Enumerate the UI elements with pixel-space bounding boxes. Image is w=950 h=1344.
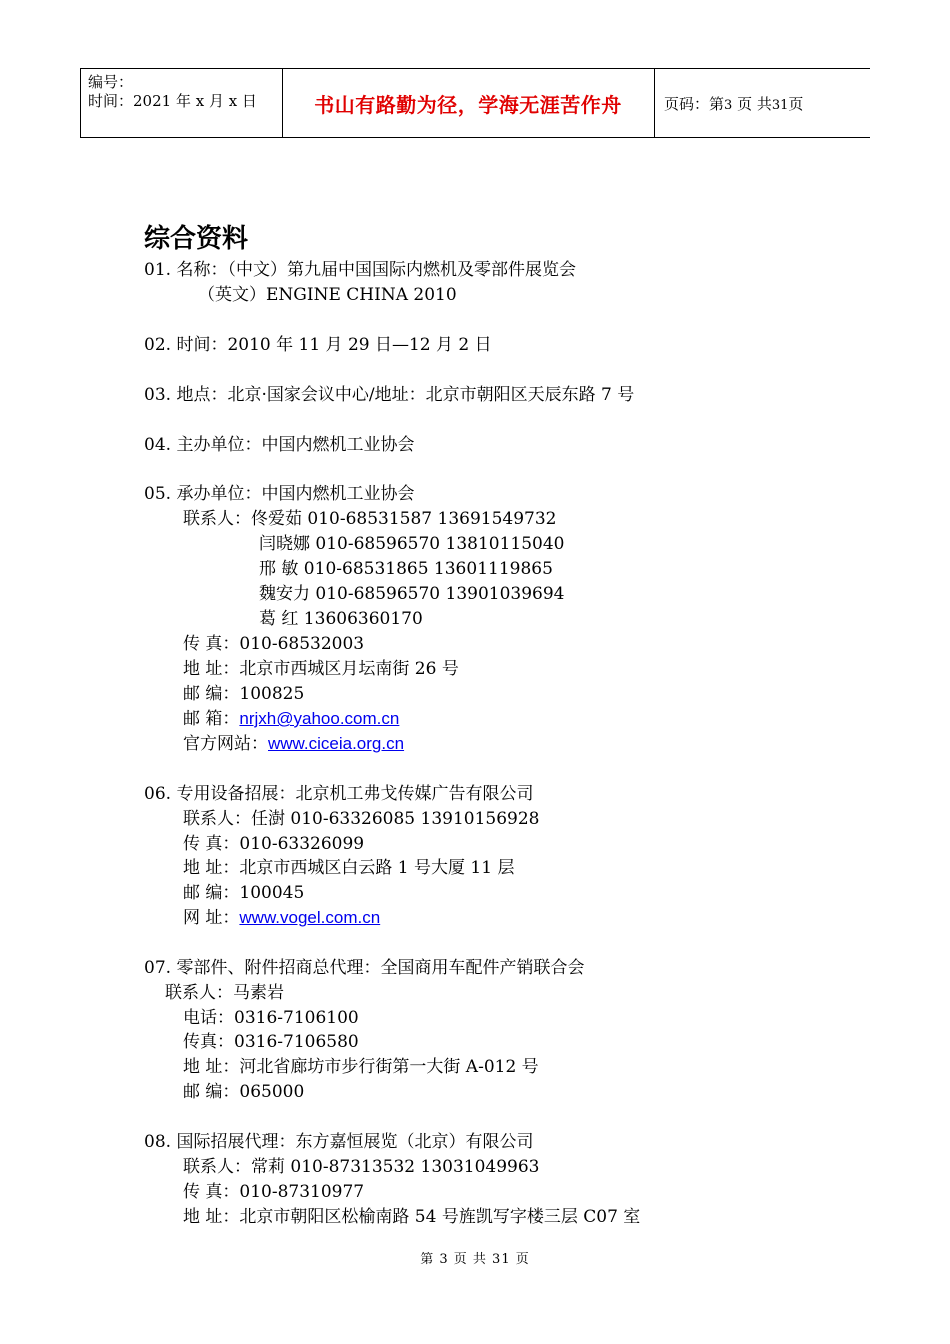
item-07-contact: 联系人：马素岩	[165, 983, 284, 1003]
item-08-international: 08. 国际招展代理：东方嘉恒展览（北京）有限公司	[144, 1132, 534, 1152]
item-01-name-cn: 01. 名称：（中文）第九届中国国际内燃机及零部件展览会	[144, 260, 576, 280]
item-06-equipment: 06. 专用设备招展：北京机工弗戈传媒广告有限公司	[144, 784, 534, 804]
item-05-contact: 魏安力 010-68596570 13901039694	[259, 584, 565, 604]
item-05-zip: 邮 编：100825	[183, 684, 305, 704]
item-06-address: 地 址：北京市西城区白云路 1 号大厦 11 层	[183, 858, 515, 878]
website-link[interactable]: www.ciceia.org.cn	[268, 734, 405, 753]
item-07-address: 地 址：河北省廊坊市步行街第一大街 A-012 号	[183, 1057, 539, 1077]
item-03-location: 03. 地点：北京·国家会议中心/地址：北京市朝阳区天辰东路 7 号	[144, 385, 635, 405]
item-06-website: 网 址：www.vogel.com.cn	[183, 908, 381, 928]
date-label: 时间：2021 年 x 月 x 日	[88, 92, 257, 110]
item-05-contact: 联系人：佟爱茹 010-68531587 13691549732	[183, 509, 557, 529]
email-link[interactable]: nrjxh@yahoo.com.cn	[239, 709, 400, 728]
item-08-fax: 传 真：010-87310977	[183, 1182, 365, 1202]
item-05-contact: 葛 红 13606360170	[259, 609, 423, 629]
item-06-fax: 传 真：010-63326099	[183, 834, 365, 854]
number-label: 编号：	[88, 73, 134, 91]
item-07-parts: 07. 零部件、附件招商总代理：全国商用车配件产销联合会	[144, 958, 585, 978]
page-footer: 第 3 页 共 31 页	[420, 1252, 530, 1267]
item-05-undertaker: 05. 承办单位：中国内燃机工业协会	[144, 484, 415, 504]
item-05-address: 地 址：北京市西城区月坛南街 26 号	[183, 659, 459, 679]
item-02-time: 02. 时间：2010 年 11 月 29 日—12 月 2 日	[144, 335, 492, 355]
header-page-number: 页码：第3 页 共31页	[664, 95, 804, 113]
item-07-phone: 电话：0316-7106100	[183, 1008, 359, 1028]
item-04-organizer: 04. 主办单位：中国内燃机工业协会	[144, 435, 415, 455]
header-motto: 书山有路勤为径，学海无涯苦作舟	[314, 93, 622, 117]
item-05-contact: 闫晓娜 010-68596570 13810115040	[259, 534, 565, 554]
page-header	[80, 68, 870, 138]
item-08-contact: 联系人：常莉 010-87313532 13031049963	[183, 1157, 540, 1177]
item-07-fax: 传真：0316-7106580	[183, 1032, 359, 1052]
item-07-zip: 邮 编：065000	[183, 1082, 305, 1102]
header-meta	[88, 73, 257, 111]
item-01-name-en: （英文）ENGINE CHINA 2010	[198, 285, 457, 305]
item-05-email: 邮 箱：nrjxh@yahoo.com.cn	[183, 709, 400, 729]
item-06-zip: 邮 编：100045	[183, 883, 305, 903]
page-title: 综合资料	[144, 224, 249, 254]
item-08-address: 地 址：北京市朝阳区松榆南路 54 号旌凯写字楼三层 C07 室	[183, 1207, 641, 1227]
item-05-website: 官方网站：www.ciceia.org.cn	[183, 734, 405, 754]
item-06-contact: 联系人：任澍 010-63326085 13910156928	[183, 809, 540, 829]
item-05-fax: 传 真：010-68532003	[183, 634, 365, 654]
item-05-contact: 邢 敏 010-68531865 13601119865	[259, 559, 553, 579]
website-link[interactable]: www.vogel.com.cn	[239, 908, 381, 927]
